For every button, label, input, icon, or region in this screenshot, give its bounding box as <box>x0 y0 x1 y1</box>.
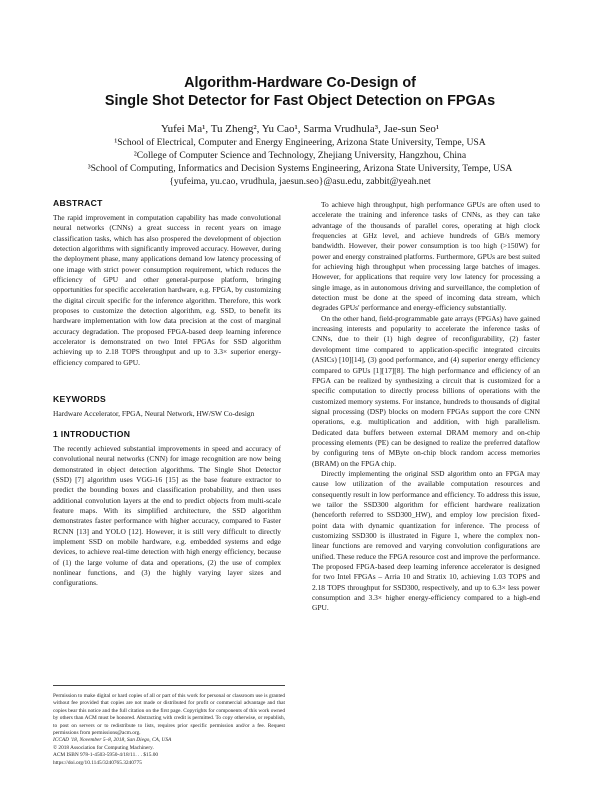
author-emails: {yufeima, yu.cao, vrudhula, jaesun.seo}@asu.edu, zabbit@yeah.net <box>169 176 431 187</box>
permission-notice: Permission to make digital or hard copies of all or part of this work for personal or classroom use is granted without fee provided that copies are not made or distributed for profit or commercial advantage and that copies bear this notice and the full citation on the first page. Copyrights for components of this work owned by others than ACM must be honored. Abstracting with credit is permitted. To copy otherwise, or republish, to post on servers or to redistribute to lists, requires prior specific permission and/or a fee. Request permissions from permissions@acm.org. <box>53 693 285 737</box>
venue-line: ICCAD '18, November 5–8, 2018, San Diego, CA, USA <box>53 737 172 744</box>
affiliation-2: ²College of Computer Science and Technology, Zhejiang University, Hangzhou, China <box>133 150 467 161</box>
keywords-text: Hardware Accelerator, FPGA, Neural Network, HW/SW Co-design <box>53 409 255 418</box>
keywords-section <box>53 394 281 419</box>
title-line-2: Single Shot Detector for Fast Object Detection on FPGAs <box>104 93 496 109</box>
abstract-text: The rapid improvement in computation capability has made convolutional neural networks (CNNs) a great success in recent years on image classification tasks, which has also prospered the development of objection detection algorithms with significantly improved accuracy. However, during the deployment phase, many applications demand low latency processing of one image with strict power consumption requirement, which reduces the efficiency of GPU and other general-purpose platform, bringing opportunities for specific acceleration hardware, e.g. FPGA, by customizing the digital circuit specific for the inference algorithm. Therefore, this work proposes to customize the detection algorithm, e.g. SSD, to benefit its hardware implementation with low data precision at the cost of marginal accuracy degradation. The proposed FPGA-based deep learning inference accelerator is demonstrated on two Intel FPGAs for SSD algorithm achieving up to 2.18 TOPS throughput and up to 3.3× superior energy-efficiency compared to GPU. <box>53 213 281 367</box>
copyright-footnote <box>53 693 285 767</box>
affiliation-3: ³School of Computing, Informatics and Decision Systems Engineering, Arizona State University, Tempe, USA <box>87 163 513 174</box>
right-para-2: On the other hand, field-programmable gate arrays (FPGAs) have gained increasing interests and popularity to accelerate the inference tasks of CNNs, due to their (1) high degree of reconfigurability, (2) faster development time compared to application-specific integrated circuits (ASICs) [10][14], (3) good performance, and (4) superior energy efficiency compared to GPUs [1][17][8]. The high performance and efficiency of an FPGA can be realized by synthesizing a circuit that is customized for a specific computation to directly process billions of operations with the customized memory systems. For instance, hundreds to thousands of digital signal processing (DSP) blocks on modern FPGAs support the core CNN operations, e.g. multiplication and addition, with high parallelism. Dedicated data buffers between external DRAM memory and on-chip processing elements (PE) can be designed to realize the preferred dataflow by configuring tens of MByte on-chip block random access memories (BRAM) on the FPGA chip. <box>312 313 540 468</box>
right-para-3: Directly implementing the original SSD algorithm onto an FPGA may cause low utilization of the available computation resources and consequently result in low performance and efficiency. To address this issue, we tailor the SSD300 algorithm for efficient hardware realization (henceforth referred to SSD300_HW), and employ low precision fixed-point data with dynamic quantization for inference. The process of customizing SSD300 is illustrated in Figure 1, where the complex non-linear functions are removed and varying convolution configurations are unified. These reduce the FPGA resource cost and improve the performance. The proposed FPGA-based deep learning inference accelerator is designed for two Intel FPGAs – Arria 10 and Stratix 10, achieving 1.03 TOPS and 2.18 TOPS throughput for SSD300, respectively, and up to 6.3× less power consumption and 3.3× higher energy-efficiency compared to a high-end GPU. <box>312 468 540 613</box>
introduction-heading: 1 INTRODUCTION <box>53 429 131 439</box>
copyright-line: © 2018 Association for Computing Machinery. <box>53 744 154 751</box>
isbn-line: ACM ISBN 978-1-4503-5950-4/18/11. . . $15.00 <box>53 752 159 759</box>
doi-link[interactable]: https://doi.org/10.1145/3240765.3240775 <box>53 759 142 766</box>
author-block <box>40 122 560 188</box>
introduction-para-1: The recently achieved substantial improvements in speed and accuracy of convolutional neural networks (CNN) for image recognition are now being demonstrated in object detection algorithms. The Single Shot Detector (SSD) [7] algorithm uses VGG-16 [15] as the base feature extractor to predict the bounding boxes and classification probability, and then uses additional convolution layers at the end to predict objects from multi-scale feature maps. With its simplified architecture, the SSD algorithm demonstrates faster performance with higher accuracy, compared to Faster RCNN [13] and YOLO [12]. However, it is still very difficult to directly implement SSD on mobile hardware, e.g. embedded systems and edge devices, to achieve real-time detection with high energy efficiency, because of (1) the large volume of data and operations, (2) the use of complex nonlinear functions, and (3) the highly varying layer sizes and configurations. <box>53 444 281 588</box>
introduction-section <box>53 429 281 589</box>
right-para-1: To achieve high throughput, high performance GPUs are often used to accelerate the training and inference tasks of CNNs, as they can take advantage of the thousands of parallel cores, operating at high clock frequencies at GHz level, and achieve hundreds of GB/s memory bandwidth. However, their power consumption is too high (>150W) for power and energy constrained platforms. Furthermore, GPUs are best suited for achieving high throughput when processing large batches of images. However, for applications that require very low latency for processing a single image, as in autonomous driving and surveillance, the completion of detection must be done at the speed of incoming data stream, which degrades GPUs' performance and energy-efficiency substantially. <box>312 200 540 313</box>
title-line-1: Algorithm-Hardware Co-Design of <box>184 75 416 91</box>
keywords-heading: KEYWORDS <box>53 394 107 404</box>
paper-title <box>40 74 560 110</box>
abstract-heading: ABSTRACT <box>53 198 103 208</box>
right-column <box>312 200 540 614</box>
affiliation-1: ¹School of Electrical, Computer and Energy Engineering, Arizona State University, Tempe, USA <box>114 137 486 148</box>
abstract-section <box>53 198 281 368</box>
footnote-rule <box>53 685 285 686</box>
author-names: Yufei Ma¹, Tu Zheng², Yu Cao¹, Sarma Vrudhula³, Jae-sun Seo¹ <box>160 123 440 135</box>
